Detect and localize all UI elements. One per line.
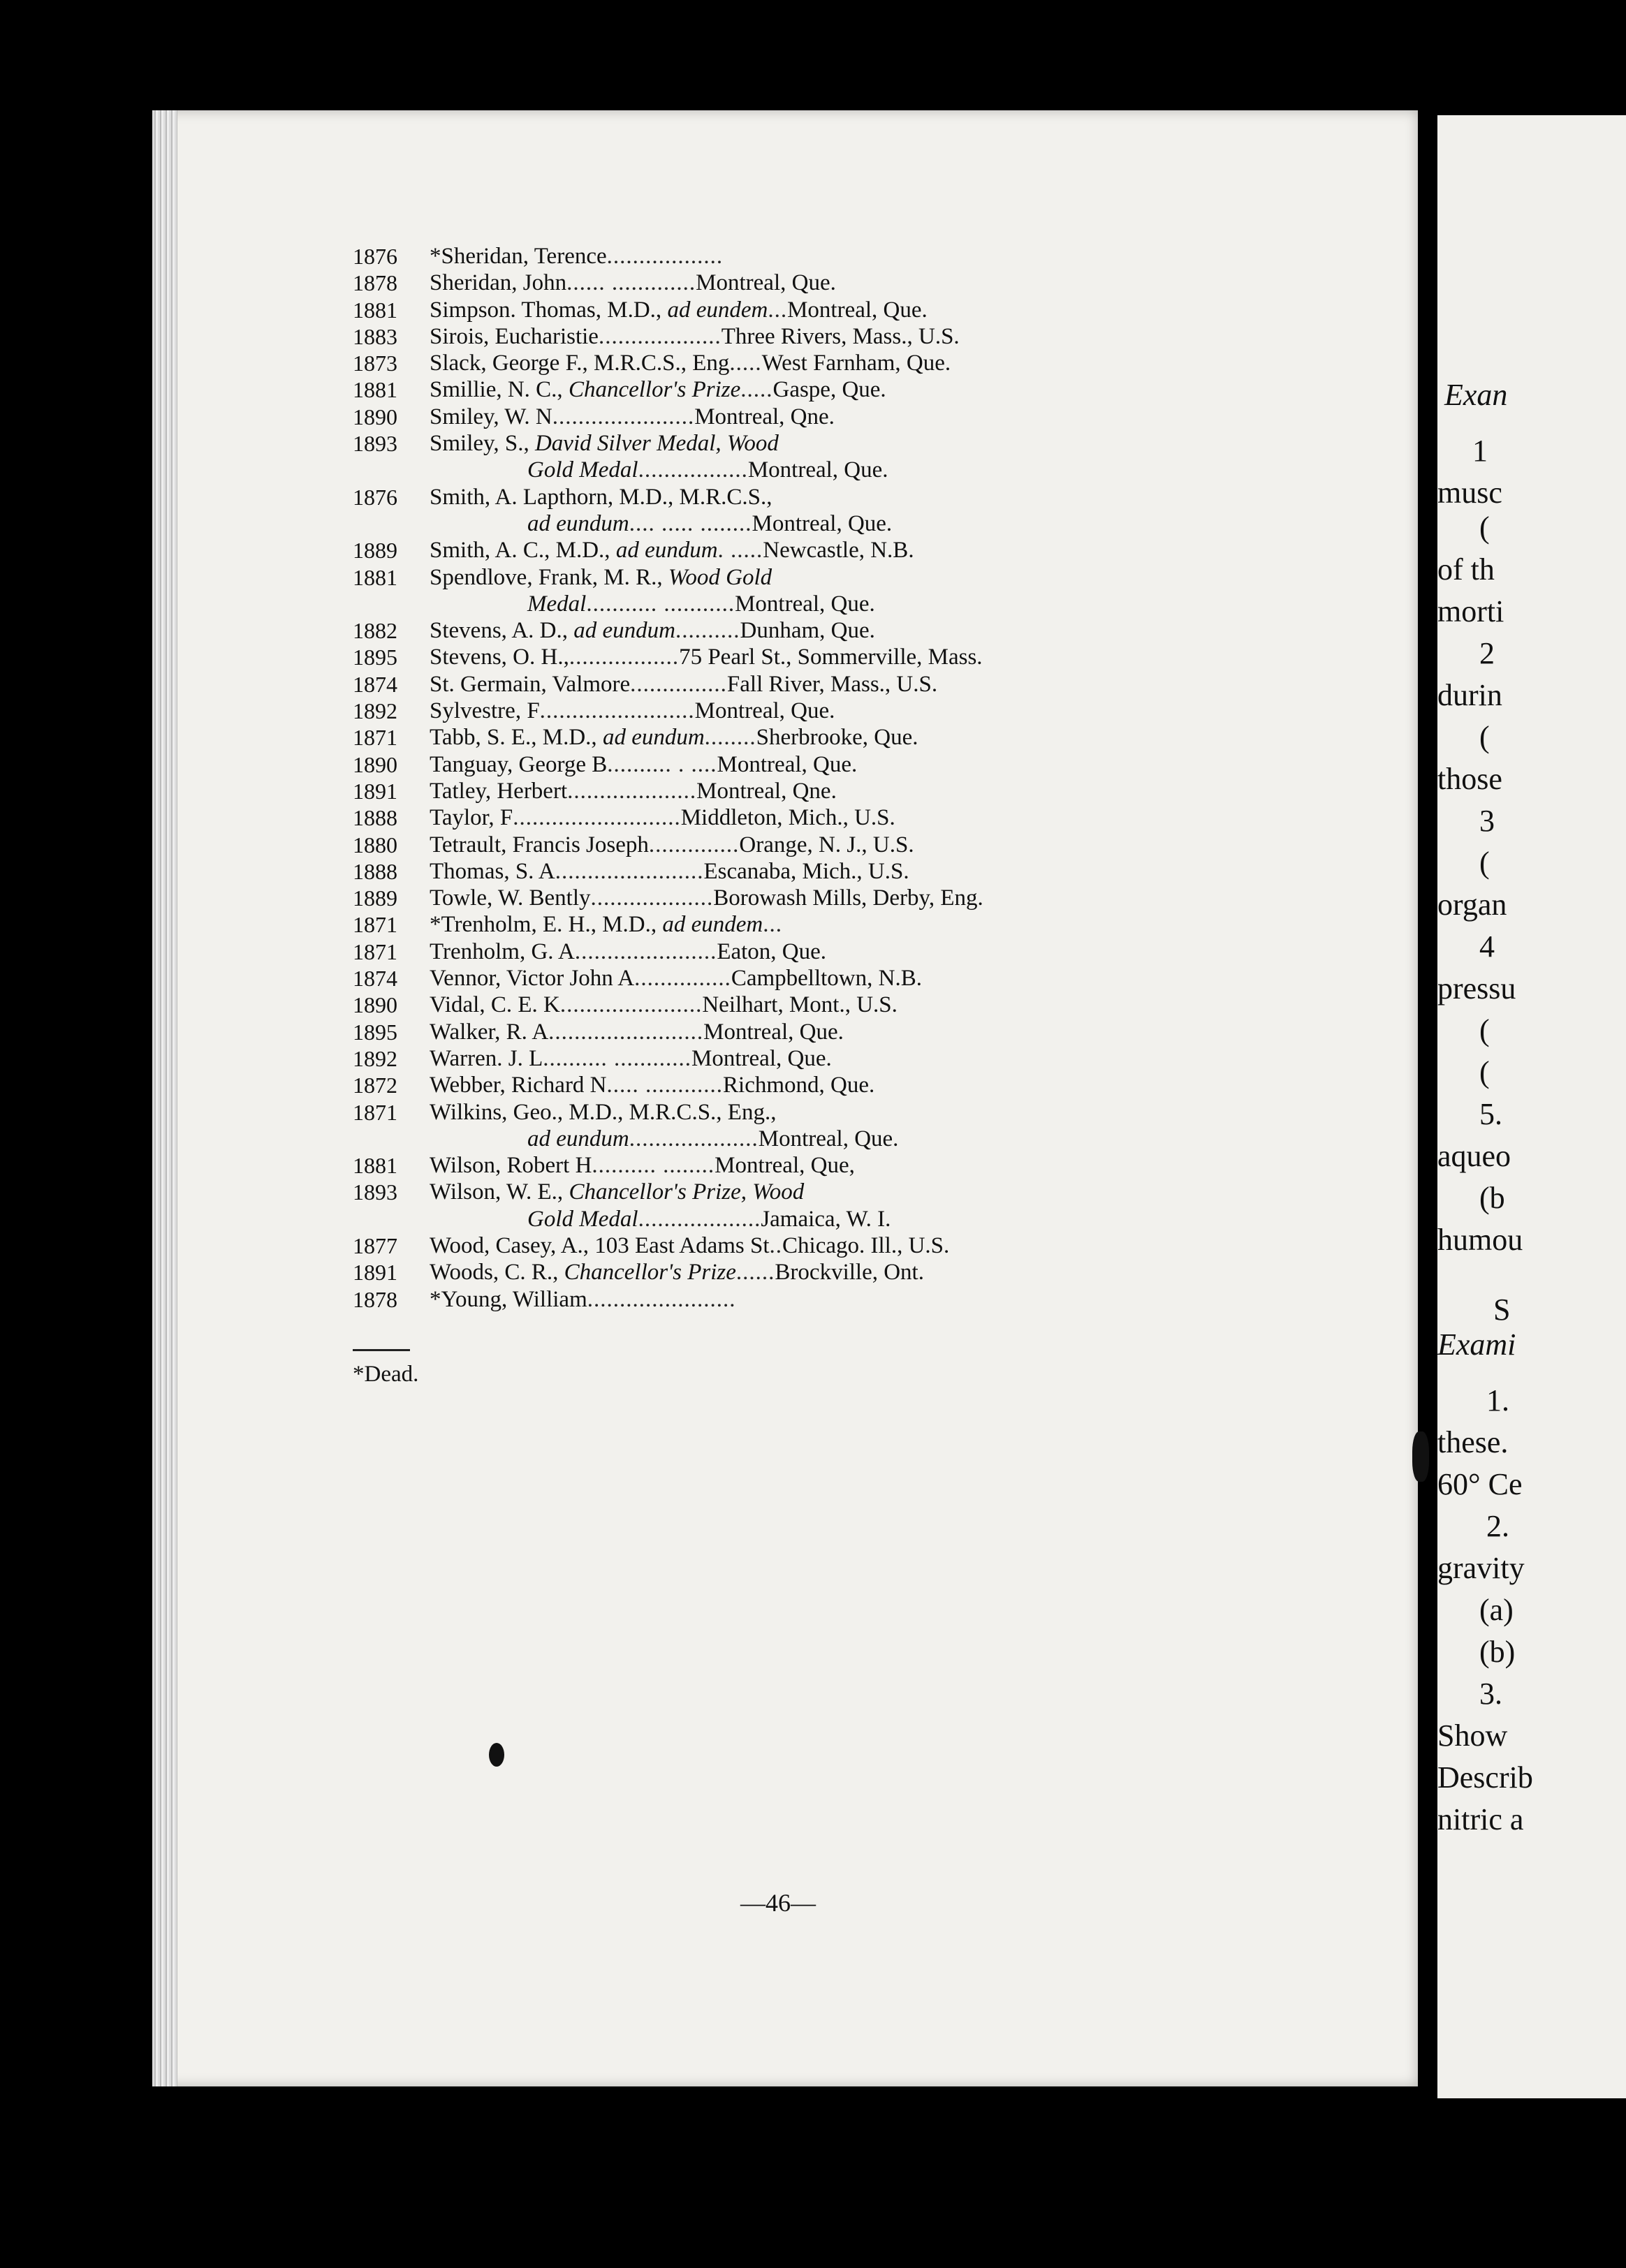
entry-leader-dots: ...................... xyxy=(559,992,703,1018)
entry-continuation: Gold Medal xyxy=(527,457,638,483)
entry-leader-dots: ... xyxy=(763,912,783,938)
entry-honor: Wood Gold xyxy=(668,564,772,590)
register-entry xyxy=(353,404,1372,430)
entry-name: Vennor, Victor John A xyxy=(430,966,635,992)
register-entry xyxy=(353,457,1372,483)
register-entry xyxy=(353,430,1372,457)
entry-place: 75 Pearl St., Sommerville, Mass. xyxy=(679,645,983,670)
entry-text xyxy=(430,938,826,965)
entry-year: 1871 xyxy=(353,1099,397,1125)
entry-name: Smiley, W. N xyxy=(430,404,552,429)
register-entry xyxy=(353,510,1372,537)
entry-place: Borowash Mills, Derby, Eng. xyxy=(713,885,983,911)
register-entry xyxy=(353,644,1372,670)
register-entry xyxy=(353,1232,1372,1259)
register-entry xyxy=(353,1072,1372,1098)
entry-name: Wilkins, Geo., M.D., M.R.C.S., Eng., xyxy=(430,1099,777,1125)
entry-place: Middleton, Mich., U.S. xyxy=(680,805,895,831)
entry-text xyxy=(430,243,723,270)
entry-text xyxy=(430,858,909,885)
entry-text xyxy=(430,992,898,1018)
entry-text xyxy=(430,1152,855,1179)
entry-leader-dots: .. xyxy=(769,1232,783,1258)
register-entry xyxy=(353,1152,1372,1179)
entry-name: Stevens, O. H., xyxy=(430,645,569,670)
entry-year: 1881 xyxy=(353,297,397,323)
entry-place: Montreal, Que. xyxy=(735,591,875,617)
entry-name: Woods, C. R., xyxy=(430,1260,564,1286)
entry-place: Sherbrooke, Que. xyxy=(756,725,918,751)
entry-year: 1872 xyxy=(353,1073,397,1098)
entry-text xyxy=(527,1206,891,1232)
entry-name: Vidal, C. E. K xyxy=(430,992,560,1018)
entry-name: Wood, Casey, A., 103 East Adams St xyxy=(430,1232,770,1258)
entry-text xyxy=(430,671,937,698)
entry-place: Montreal, Que. xyxy=(694,698,835,724)
right-page-fragment: ( xyxy=(1479,1013,1490,1047)
entry-name: Smith, A. Lapthorn, M.D., M.R.C.S., xyxy=(430,484,772,510)
entry-year: 1888 xyxy=(353,805,397,831)
right-page-fragment: humou xyxy=(1437,1223,1523,1257)
entry-leader-dots: .......... xyxy=(675,618,740,644)
entry-continuation: ad eundum xyxy=(527,510,629,536)
entry-leader-dots: .............. xyxy=(648,832,740,857)
entry-place: Newcastle, N.B. xyxy=(763,538,914,564)
entry-leader-dots: ... xyxy=(768,297,788,323)
entry-year: 1895 xyxy=(353,1019,397,1045)
entry-continuation: Medal xyxy=(527,591,587,617)
entry-year: 1890 xyxy=(353,404,397,429)
register-entry xyxy=(353,617,1372,644)
entry-place: Orange, N. J., U.S. xyxy=(739,832,914,857)
entry-honor: ad eundum xyxy=(615,538,718,564)
entry-year: 1881 xyxy=(353,377,397,403)
entry-leader-dots: ........................ xyxy=(539,698,695,724)
right-page-fragment: (b) xyxy=(1479,1635,1516,1669)
right-page-fragment: (a) xyxy=(1479,1593,1514,1627)
register-entry xyxy=(353,724,1372,751)
entry-text xyxy=(430,404,835,430)
entry-leader-dots: .................. xyxy=(606,244,724,269)
right-page-fragment: 5. xyxy=(1479,1097,1502,1131)
entry-name: Spendlove, Frank, M. R., xyxy=(430,564,668,590)
entry-year: 1889 xyxy=(353,885,397,911)
entry-year: 1883 xyxy=(353,323,397,349)
entry-leader-dots: ...................... xyxy=(552,404,695,429)
entry-honor: ad eundum xyxy=(602,725,705,751)
entry-leader-dots: .......... ............ xyxy=(543,1045,692,1071)
entry-year: 1888 xyxy=(353,858,397,884)
entry-leader-dots: ................. xyxy=(638,457,748,483)
right-page-fragment: Exan xyxy=(1444,378,1508,412)
entry-year: 1893 xyxy=(353,431,397,457)
entry-leader-dots: ..... xyxy=(740,377,773,403)
entry-honor: ad eundem xyxy=(662,912,763,938)
page-edges xyxy=(152,110,177,2086)
entry-text xyxy=(430,1099,776,1126)
entry-place: Montreal, Que. xyxy=(717,751,858,777)
entry-name: Towle, W. Bently xyxy=(430,885,591,911)
entry-text xyxy=(527,1126,898,1152)
register-entry xyxy=(353,858,1372,885)
entry-text xyxy=(430,1259,924,1286)
entry-leader-dots: . ..... xyxy=(717,538,763,564)
right-page-fragment: S xyxy=(1493,1293,1511,1327)
register-entry xyxy=(353,938,1372,965)
entry-text xyxy=(430,911,782,938)
entry-leader-dots: ...................... xyxy=(574,938,717,964)
entry-name: Tatley, Herbert xyxy=(430,778,568,804)
register-entry xyxy=(353,1286,1372,1313)
entry-year: 1881 xyxy=(353,564,397,590)
entry-name: Smillie, N. C., xyxy=(430,377,569,403)
entry-text xyxy=(430,1019,844,1045)
entry-place: Campbelltown, N.B. xyxy=(731,966,922,992)
entry-name: *Sheridan, Terence xyxy=(430,244,607,269)
entry-year: 1871 xyxy=(353,938,397,964)
right-page-fragment: Describ xyxy=(1437,1760,1533,1795)
entry-text xyxy=(430,1286,736,1313)
right-page-fragment: Show xyxy=(1437,1718,1508,1753)
right-page-fragment: ( xyxy=(1479,510,1490,545)
register-entry xyxy=(353,591,1372,617)
entry-year: 1882 xyxy=(353,618,397,644)
entry-place: Montreal, Que. xyxy=(747,457,888,483)
entry-year: 1874 xyxy=(353,671,397,697)
entry-leader-dots: .... ..... ........ xyxy=(629,510,752,536)
right-page xyxy=(1437,115,1626,2098)
entry-name: Simpson. Thomas, M.D., xyxy=(430,297,668,323)
register-entry xyxy=(353,1206,1372,1232)
register-entry xyxy=(353,885,1372,911)
entry-year: 1876 xyxy=(353,484,397,510)
register-entry xyxy=(353,965,1372,992)
entry-place: Jamaica, W. I. xyxy=(761,1206,891,1232)
right-page-fragment: pressu xyxy=(1437,971,1516,1006)
entry-name: Tabb, S. E., M.D., xyxy=(430,725,603,751)
entry-text xyxy=(430,698,835,724)
entry-name: Sylvestre, F xyxy=(430,698,540,724)
entry-text xyxy=(430,484,772,510)
entry-leader-dots: ................... xyxy=(598,323,722,349)
register-entry xyxy=(353,1259,1372,1286)
entry-name: Tetrault, Francis Joseph xyxy=(430,832,649,857)
register-entry xyxy=(353,297,1372,323)
entry-text xyxy=(430,430,779,457)
entry-year: 1889 xyxy=(353,538,397,564)
right-page-fragment: aqueo xyxy=(1437,1139,1511,1173)
entry-name: *Trenholm, E. H., M.D., xyxy=(430,912,663,938)
entry-place: Montreal, Que. xyxy=(787,297,928,323)
entry-name: Trenholm, G. A xyxy=(430,938,575,964)
entry-text xyxy=(430,751,857,778)
entry-year: 1881 xyxy=(353,1153,397,1179)
entry-year: 1890 xyxy=(353,751,397,777)
right-page-fragment: musc xyxy=(1437,476,1502,510)
entry-leader-dots: ....................... xyxy=(555,858,704,884)
entry-name: Wilson, W. E., xyxy=(430,1179,569,1205)
entry-leader-dots: ...... ............. xyxy=(566,270,696,296)
entry-name: Tanguay, George B xyxy=(430,751,608,777)
entry-name: Walker, R. A xyxy=(430,1019,549,1045)
entry-name: Smith, A. C., M.D., xyxy=(430,538,616,564)
right-page-fragment: ( xyxy=(1479,720,1490,754)
entry-name: Slack, George F., M.R.C.S., Eng xyxy=(430,351,730,376)
entry-text xyxy=(430,376,886,403)
entry-name: Warren. J. L xyxy=(430,1045,543,1071)
entry-place: Eaton, Que. xyxy=(717,938,827,964)
entry-text xyxy=(430,778,837,804)
register-entry xyxy=(353,376,1372,403)
entry-text xyxy=(430,1179,804,1205)
entry-leader-dots: ................... xyxy=(590,885,714,911)
right-page-fragment: 4 xyxy=(1479,929,1495,964)
right-page-fragment: 3. xyxy=(1479,1677,1502,1711)
register-entry xyxy=(353,537,1372,564)
register-entry xyxy=(353,243,1372,270)
entry-place: Montreal, Que. xyxy=(696,270,836,296)
entry-text xyxy=(430,724,918,751)
entry-text xyxy=(430,1072,874,1098)
entry-place: West Farnham, Que. xyxy=(761,351,951,376)
register-entry xyxy=(353,323,1372,350)
entry-text xyxy=(430,537,914,564)
entry-text xyxy=(430,350,951,376)
entry-leader-dots: .................... xyxy=(629,1126,759,1151)
entry-year: 1878 xyxy=(353,270,397,296)
right-page-fragment: durin xyxy=(1437,678,1502,712)
register-entry xyxy=(353,1179,1372,1205)
entry-name: Thomas, S. A xyxy=(430,858,555,884)
entry-honor: Chancellor's Prize xyxy=(568,377,741,403)
entry-leader-dots: ..... xyxy=(729,351,762,376)
entry-text xyxy=(527,510,892,537)
entry-place: Three Rivers, Mass., U.S. xyxy=(721,323,960,349)
register-entry xyxy=(353,778,1372,804)
register-entry xyxy=(353,484,1372,510)
register-entry xyxy=(353,751,1372,778)
entry-leader-dots: ........ xyxy=(704,725,756,751)
right-page-fragment: 1 xyxy=(1472,434,1488,468)
entry-text xyxy=(430,1045,832,1072)
register-entry xyxy=(353,911,1372,938)
entry-leader-dots: .......... . .... xyxy=(607,751,717,777)
entry-year: 1874 xyxy=(353,966,397,992)
entry-leader-dots: ............... xyxy=(634,966,731,992)
entry-name: Smiley, S., xyxy=(430,431,535,457)
entry-leader-dots: ....................... xyxy=(587,1286,736,1312)
right-page-fragment: 2. xyxy=(1486,1509,1509,1543)
footnote-rule xyxy=(353,1349,410,1351)
ink-speck xyxy=(1412,1431,1429,1482)
entry-place: Montreal, Que. xyxy=(758,1126,899,1151)
right-page-fragment: organ xyxy=(1437,888,1507,922)
right-page-fragment: morti xyxy=(1437,594,1504,628)
entry-leader-dots: .................... xyxy=(567,778,697,804)
entry-place: Montreal, Que. xyxy=(703,1019,844,1045)
page-number: —46— xyxy=(740,1889,816,1917)
right-page-fragment: those xyxy=(1437,762,1502,796)
entry-name: Wilson, Robert H xyxy=(430,1153,592,1179)
entry-leader-dots: ............... xyxy=(630,671,727,697)
entry-text xyxy=(430,564,772,591)
entry-year: 1891 xyxy=(353,1260,397,1286)
entry-text xyxy=(430,270,836,296)
entry-year: 1876 xyxy=(353,244,397,269)
entry-place: Fall River, Mass., U.S. xyxy=(726,671,938,697)
register-entry xyxy=(353,1019,1372,1045)
entry-text xyxy=(430,323,960,350)
right-page-fragment: ( xyxy=(1479,1055,1490,1089)
entry-year: 1895 xyxy=(353,645,397,670)
entry-text xyxy=(430,617,875,644)
entry-year: 1892 xyxy=(353,698,397,724)
entry-leader-dots: .......... ........ xyxy=(592,1153,715,1179)
entry-leader-dots: ..... ............ xyxy=(606,1073,724,1098)
entry-name: Taylor, F xyxy=(430,805,513,831)
entry-year: 1891 xyxy=(353,778,397,804)
register-entry xyxy=(353,698,1372,724)
right-page-fragment: (b xyxy=(1479,1181,1505,1215)
entry-year: 1890 xyxy=(353,992,397,1018)
entry-name: *Young, William xyxy=(430,1286,587,1312)
entry-honor: ad eundem xyxy=(667,297,768,323)
entry-place: Chicago. Ill., U.S. xyxy=(782,1232,950,1258)
entry-name: Sheridan, John xyxy=(430,270,567,296)
register-entry xyxy=(353,270,1372,296)
entry-text xyxy=(527,457,888,483)
register-entry xyxy=(353,564,1372,591)
register-entry xyxy=(353,350,1372,376)
right-page-fragment: 3 xyxy=(1479,804,1495,838)
right-page-fragment: 60° Ce xyxy=(1437,1467,1523,1501)
right-page-fragment: of th xyxy=(1437,552,1495,587)
register-entry xyxy=(353,1045,1372,1072)
right-page-fragment: these. xyxy=(1437,1425,1509,1459)
register-entry xyxy=(353,992,1372,1018)
entry-place: Montreal, Qne. xyxy=(696,778,837,804)
entry-honor: Chancellor's Prize, Wood xyxy=(569,1179,805,1205)
entry-leader-dots: ................. xyxy=(569,645,680,670)
entry-leader-dots: ...... xyxy=(735,1260,775,1286)
register-entry xyxy=(353,832,1372,858)
entry-year: 1871 xyxy=(353,912,397,938)
register-entry xyxy=(353,804,1372,831)
entry-continuation: Gold Medal xyxy=(527,1206,638,1232)
entry-leader-dots: ................... xyxy=(638,1206,761,1232)
entry-place: Brockville, Ont. xyxy=(775,1260,924,1286)
entry-leader-dots: ........................ xyxy=(548,1019,704,1045)
right-page-fragment: Exami xyxy=(1437,1327,1516,1362)
entry-name: Sirois, Eucharistie xyxy=(430,323,599,349)
entry-text xyxy=(430,832,914,858)
entry-honor: Chancellor's Prize xyxy=(564,1260,736,1286)
entry-year: 1880 xyxy=(353,832,397,857)
entry-text xyxy=(430,644,983,670)
footnote: *Dead. xyxy=(353,1362,419,1387)
entry-text xyxy=(527,591,875,617)
entry-text xyxy=(430,965,922,992)
entry-text xyxy=(430,1232,949,1259)
entry-name: St. Germain, Valmore xyxy=(430,671,631,697)
entry-place: Montreal, Que. xyxy=(691,1045,832,1071)
register-list xyxy=(353,243,1372,1313)
entry-place: Neilhart, Mont., U.S. xyxy=(702,992,898,1018)
entry-place: Montreal, Qne. xyxy=(694,404,835,429)
register-entry xyxy=(353,671,1372,698)
entry-text xyxy=(430,804,895,831)
right-page-fragment: nitric a xyxy=(1437,1802,1524,1836)
right-page-fragment: 1. xyxy=(1486,1383,1509,1418)
entry-leader-dots: .......................... xyxy=(513,805,681,831)
entry-text xyxy=(430,297,928,323)
register-entry xyxy=(353,1099,1372,1126)
ink-speck xyxy=(489,1743,504,1767)
entry-continuation: ad eundum xyxy=(527,1126,629,1151)
entry-year: 1893 xyxy=(353,1179,397,1205)
entry-year: 1877 xyxy=(353,1232,397,1258)
right-page-fragment: gravity xyxy=(1437,1551,1525,1585)
entry-year: 1873 xyxy=(353,351,397,376)
entry-year: 1878 xyxy=(353,1286,397,1312)
right-page-fragment: ( xyxy=(1479,846,1490,880)
entry-text xyxy=(430,885,983,911)
entry-name: Stevens, A. D., xyxy=(430,618,574,644)
entry-place: Gaspe, Que. xyxy=(772,377,886,403)
entry-place: Montreal, Que. xyxy=(752,510,893,536)
entry-year: 1871 xyxy=(353,725,397,751)
entry-year: 1892 xyxy=(353,1045,397,1071)
entry-honor: ad eundum xyxy=(573,618,675,644)
entry-place: Dunham, Que. xyxy=(740,618,875,644)
right-page-fragment: 2 xyxy=(1479,636,1495,670)
entry-honor: David Silver Medal, Wood xyxy=(534,431,779,457)
entry-place: Richmond, Que. xyxy=(723,1073,875,1098)
entry-place: Escanaba, Mich., U.S. xyxy=(703,858,909,884)
entry-name: Webber, Richard N xyxy=(430,1073,607,1098)
register-entry xyxy=(353,1126,1372,1152)
entry-leader-dots: ........... ........... xyxy=(586,591,735,617)
entry-place: Montreal, Que, xyxy=(715,1153,855,1179)
